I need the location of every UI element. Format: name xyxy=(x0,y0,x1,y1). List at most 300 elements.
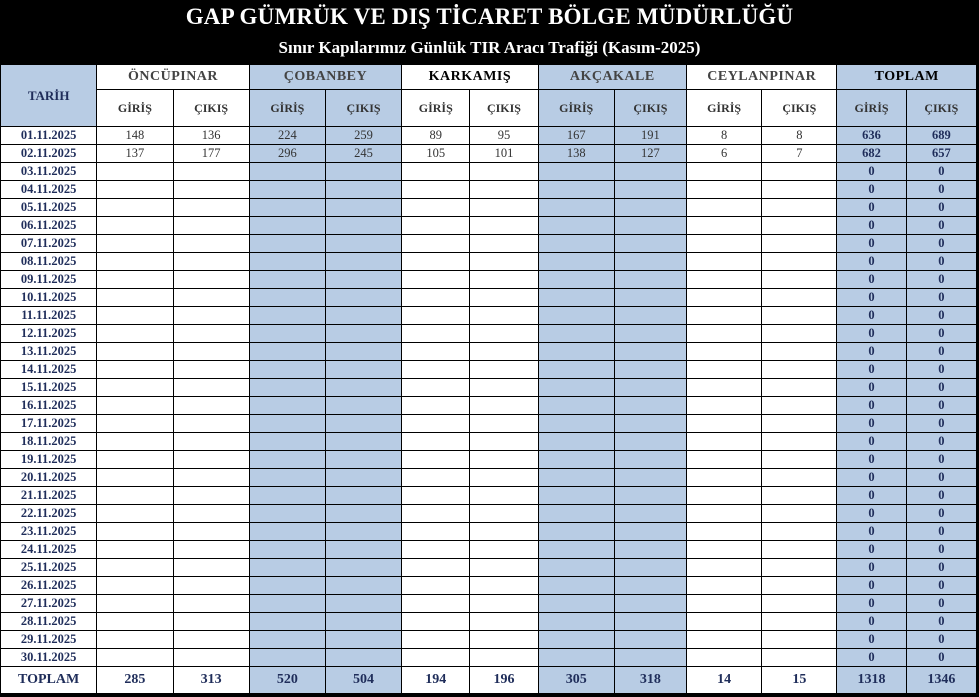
data-cell xyxy=(402,559,470,577)
row-total-cell: 0 xyxy=(837,451,906,469)
data-cell xyxy=(249,505,325,523)
table-row xyxy=(1,199,977,217)
row-total-cell: 0 xyxy=(837,613,906,631)
data-cell xyxy=(97,271,173,289)
row-total-cell: 0 xyxy=(906,469,976,487)
data-cell xyxy=(538,181,614,199)
data-cell xyxy=(402,325,470,343)
data-cell xyxy=(762,199,837,217)
row-total-cell: 0 xyxy=(837,163,906,181)
data-cell xyxy=(538,595,614,613)
data-cell xyxy=(325,397,401,415)
row-total-cell: 0 xyxy=(837,379,906,397)
data-cell xyxy=(97,163,173,181)
table-row xyxy=(1,505,977,523)
data-cell xyxy=(538,163,614,181)
data-cell xyxy=(687,325,762,343)
data-cell xyxy=(97,649,173,667)
table-row xyxy=(1,271,977,289)
row-date: 29.11.2025 xyxy=(1,631,97,649)
data-cell xyxy=(762,649,837,667)
data-cell xyxy=(325,343,401,361)
data-cell xyxy=(470,469,538,487)
data-cell xyxy=(97,613,173,631)
row-date: 16.11.2025 xyxy=(1,397,97,415)
data-cell xyxy=(470,343,538,361)
data-cell xyxy=(325,559,401,577)
data-cell xyxy=(97,181,173,199)
row-total-cell: 0 xyxy=(837,595,906,613)
table-row xyxy=(1,487,977,505)
row-total-cell: 0 xyxy=(906,325,976,343)
data-cell xyxy=(687,235,762,253)
data-cell xyxy=(402,451,470,469)
row-total-cell: 0 xyxy=(837,577,906,595)
data-cell: 137 xyxy=(97,145,173,163)
sub-header-in: GİRİŞ xyxy=(538,90,614,127)
data-cell xyxy=(762,487,837,505)
data-cell xyxy=(762,397,837,415)
data-cell xyxy=(402,181,470,199)
data-cell: 7 xyxy=(762,145,837,163)
row-date: 28.11.2025 xyxy=(1,613,97,631)
data-cell xyxy=(538,433,614,451)
row-total-cell: 0 xyxy=(906,343,976,361)
data-cell xyxy=(249,487,325,505)
data-cell xyxy=(614,487,686,505)
row-total-cell: 0 xyxy=(837,271,906,289)
data-cell xyxy=(470,361,538,379)
data-cell xyxy=(97,253,173,271)
data-cell xyxy=(538,199,614,217)
table-row xyxy=(1,163,977,181)
data-cell xyxy=(687,559,762,577)
data-cell xyxy=(687,631,762,649)
data-cell xyxy=(614,163,686,181)
data-cell xyxy=(687,343,762,361)
data-cell xyxy=(687,397,762,415)
data-cell xyxy=(402,379,470,397)
row-date: 20.11.2025 xyxy=(1,469,97,487)
data-cell xyxy=(402,649,470,667)
data-cell xyxy=(97,397,173,415)
direction-header-row xyxy=(1,90,977,127)
data-cell xyxy=(687,415,762,433)
data-cell xyxy=(687,487,762,505)
data-cell xyxy=(402,343,470,361)
gate-header-ceylanpinar: CEYLANPINAR xyxy=(687,65,837,90)
sub-header-out: ÇIKIŞ xyxy=(906,90,976,127)
data-cell xyxy=(173,289,249,307)
data-cell xyxy=(325,199,401,217)
data-cell xyxy=(538,289,614,307)
data-cell xyxy=(762,559,837,577)
data-cell xyxy=(249,271,325,289)
data-cell xyxy=(97,415,173,433)
row-total-cell: 657 xyxy=(906,145,976,163)
data-cell xyxy=(614,271,686,289)
data-cell xyxy=(538,631,614,649)
data-cell xyxy=(538,361,614,379)
total-cell: 504 xyxy=(325,667,401,694)
row-total-cell: 0 xyxy=(906,523,976,541)
data-cell: 95 xyxy=(470,127,538,145)
data-cell xyxy=(687,181,762,199)
data-cell xyxy=(470,577,538,595)
data-cell xyxy=(470,433,538,451)
data-cell: 8 xyxy=(762,127,837,145)
data-cell: 6 xyxy=(687,145,762,163)
row-total-cell: 0 xyxy=(906,595,976,613)
data-cell xyxy=(325,631,401,649)
data-cell xyxy=(402,487,470,505)
data-cell xyxy=(470,487,538,505)
row-total-cell: 0 xyxy=(837,253,906,271)
data-cell xyxy=(614,631,686,649)
data-cell xyxy=(687,541,762,559)
data-cell: 245 xyxy=(325,145,401,163)
data-cell xyxy=(538,325,614,343)
data-cell xyxy=(325,505,401,523)
table-row xyxy=(1,253,977,271)
gate-header-row xyxy=(1,65,977,90)
data-cell xyxy=(614,289,686,307)
row-total-cell: 0 xyxy=(837,199,906,217)
data-cell xyxy=(687,451,762,469)
data-cell xyxy=(249,199,325,217)
table-row xyxy=(1,217,977,235)
data-cell xyxy=(538,577,614,595)
data-cell xyxy=(97,595,173,613)
data-cell xyxy=(249,235,325,253)
data-cell xyxy=(325,253,401,271)
data-cell xyxy=(762,271,837,289)
data-cell xyxy=(614,505,686,523)
data-cell xyxy=(325,361,401,379)
data-cell xyxy=(614,523,686,541)
row-date: 22.11.2025 xyxy=(1,505,97,523)
data-cell xyxy=(249,379,325,397)
data-cell xyxy=(173,451,249,469)
data-cell xyxy=(470,523,538,541)
data-cell xyxy=(614,181,686,199)
data-cell xyxy=(470,595,538,613)
row-total-cell: 0 xyxy=(837,433,906,451)
data-cell xyxy=(325,271,401,289)
data-cell xyxy=(325,649,401,667)
table-row xyxy=(1,559,977,577)
data-cell xyxy=(762,505,837,523)
row-total-cell: 0 xyxy=(837,469,906,487)
data-cell xyxy=(470,451,538,469)
data-cell xyxy=(173,541,249,559)
row-date: 01.11.2025 xyxy=(1,127,97,145)
data-cell xyxy=(402,361,470,379)
data-cell xyxy=(173,433,249,451)
data-cell xyxy=(687,253,762,271)
sub-header-in: GİRİŞ xyxy=(837,90,906,127)
row-total-cell: 0 xyxy=(906,433,976,451)
total-cell: 14 xyxy=(687,667,762,694)
row-total-cell: 0 xyxy=(837,235,906,253)
row-date: 19.11.2025 xyxy=(1,451,97,469)
data-cell: 177 xyxy=(173,145,249,163)
table-row xyxy=(1,235,977,253)
row-date: 30.11.2025 xyxy=(1,649,97,667)
total-cell: 15 xyxy=(762,667,837,694)
row-date: 07.11.2025 xyxy=(1,235,97,253)
gate-header-akcakale: AKÇAKALE xyxy=(538,65,686,90)
data-cell xyxy=(325,325,401,343)
sub-header-in: GİRİŞ xyxy=(97,90,173,127)
total-cell: 1346 xyxy=(906,667,976,694)
data-cell xyxy=(97,307,173,325)
row-date: 04.11.2025 xyxy=(1,181,97,199)
data-cell xyxy=(325,451,401,469)
data-cell xyxy=(687,199,762,217)
total-cell: 313 xyxy=(173,667,249,694)
total-cell: 1318 xyxy=(837,667,906,694)
data-cell xyxy=(687,217,762,235)
data-cell xyxy=(538,523,614,541)
row-total-cell: 0 xyxy=(906,487,976,505)
row-total-cell: 0 xyxy=(837,181,906,199)
data-cell xyxy=(402,289,470,307)
row-total-cell: 0 xyxy=(906,613,976,631)
data-cell xyxy=(173,181,249,199)
row-total-cell: 0 xyxy=(906,199,976,217)
data-cell xyxy=(173,253,249,271)
row-date: 03.11.2025 xyxy=(1,163,97,181)
row-total-cell: 0 xyxy=(837,343,906,361)
data-cell xyxy=(325,379,401,397)
data-cell: 138 xyxy=(538,145,614,163)
sub-header-in: GİRİŞ xyxy=(687,90,762,127)
data-cell: 167 xyxy=(538,127,614,145)
data-cell xyxy=(762,325,837,343)
sub-header-out: ÇIKIŞ xyxy=(173,90,249,127)
row-total-cell: 0 xyxy=(837,289,906,307)
table-row xyxy=(1,343,977,361)
data-cell xyxy=(762,181,837,199)
row-date: 26.11.2025 xyxy=(1,577,97,595)
sub-header-in: GİRİŞ xyxy=(402,90,470,127)
data-cell xyxy=(614,595,686,613)
data-cell xyxy=(402,199,470,217)
row-total-cell: 0 xyxy=(837,217,906,235)
data-cell xyxy=(173,325,249,343)
data-cell xyxy=(173,415,249,433)
data-cell xyxy=(762,307,837,325)
row-total-cell: 0 xyxy=(906,217,976,235)
row-date: 02.11.2025 xyxy=(1,145,97,163)
row-total-cell: 0 xyxy=(906,163,976,181)
table-row xyxy=(1,289,977,307)
row-total-cell: 0 xyxy=(837,523,906,541)
data-cell xyxy=(402,595,470,613)
row-date: 15.11.2025 xyxy=(1,379,97,397)
data-cell xyxy=(762,163,837,181)
data-cell xyxy=(687,613,762,631)
total-cell: 520 xyxy=(249,667,325,694)
row-total-cell: 0 xyxy=(906,451,976,469)
data-cell xyxy=(538,271,614,289)
gate-header-karkamis: KARKAMIŞ xyxy=(402,65,538,90)
row-date: 12.11.2025 xyxy=(1,325,97,343)
data-cell xyxy=(249,523,325,541)
data-cell xyxy=(173,595,249,613)
data-cell: 89 xyxy=(402,127,470,145)
data-cell xyxy=(97,289,173,307)
data-cell xyxy=(249,289,325,307)
data-cell xyxy=(97,523,173,541)
row-total-cell: 0 xyxy=(906,307,976,325)
row-total-cell: 0 xyxy=(837,487,906,505)
data-cell xyxy=(538,451,614,469)
data-cell xyxy=(470,631,538,649)
data-cell xyxy=(325,217,401,235)
data-cell xyxy=(538,613,614,631)
row-total-cell: 0 xyxy=(906,505,976,523)
data-cell xyxy=(614,577,686,595)
row-total-cell: 0 xyxy=(837,325,906,343)
data-cell xyxy=(402,271,470,289)
data-cell xyxy=(249,307,325,325)
data-cell xyxy=(402,253,470,271)
data-cell xyxy=(402,541,470,559)
data-cell xyxy=(97,325,173,343)
data-cell xyxy=(402,523,470,541)
table-row xyxy=(1,433,977,451)
row-total-cell: 0 xyxy=(906,181,976,199)
total-cell: 285 xyxy=(97,667,173,694)
data-cell xyxy=(402,235,470,253)
data-cell xyxy=(249,163,325,181)
data-cell xyxy=(97,541,173,559)
data-cell: 136 xyxy=(173,127,249,145)
data-cell xyxy=(762,595,837,613)
data-cell xyxy=(762,361,837,379)
data-cell xyxy=(470,199,538,217)
data-cell xyxy=(249,433,325,451)
row-date: 11.11.2025 xyxy=(1,307,97,325)
table-row xyxy=(1,469,977,487)
data-cell xyxy=(687,469,762,487)
total-cell: 318 xyxy=(614,667,686,694)
data-cell xyxy=(249,181,325,199)
totals-row xyxy=(1,667,977,694)
data-cell xyxy=(249,469,325,487)
data-cell xyxy=(173,523,249,541)
data-cell xyxy=(97,631,173,649)
data-cell xyxy=(538,343,614,361)
data-cell xyxy=(614,433,686,451)
data-cell xyxy=(97,505,173,523)
data-cell xyxy=(325,613,401,631)
data-cell xyxy=(687,595,762,613)
data-cell xyxy=(325,487,401,505)
row-date: 06.11.2025 xyxy=(1,217,97,235)
row-total-cell: 0 xyxy=(837,415,906,433)
data-cell xyxy=(762,289,837,307)
row-total-cell: 0 xyxy=(906,541,976,559)
data-cell xyxy=(173,649,249,667)
data-cell xyxy=(687,433,762,451)
data-cell xyxy=(97,559,173,577)
data-cell xyxy=(614,217,686,235)
row-total-cell: 0 xyxy=(837,631,906,649)
data-cell xyxy=(470,649,538,667)
data-cell xyxy=(173,379,249,397)
row-date: 21.11.2025 xyxy=(1,487,97,505)
table-row xyxy=(1,595,977,613)
data-cell xyxy=(614,649,686,667)
data-cell xyxy=(538,415,614,433)
row-total-cell: 0 xyxy=(906,559,976,577)
data-cell xyxy=(614,253,686,271)
data-cell xyxy=(614,325,686,343)
data-cell xyxy=(762,379,837,397)
row-date: 17.11.2025 xyxy=(1,415,97,433)
data-cell xyxy=(614,307,686,325)
row-total-cell: 0 xyxy=(837,397,906,415)
report-title: GAP GÜMRÜK VE DIŞ TİCARET BÖLGE MÜDÜRLÜĞÜ xyxy=(185,4,794,29)
data-cell: 101 xyxy=(470,145,538,163)
data-cell xyxy=(325,577,401,595)
data-cell xyxy=(173,469,249,487)
data-cell xyxy=(762,415,837,433)
data-cell xyxy=(538,649,614,667)
data-cell xyxy=(538,469,614,487)
data-cell xyxy=(762,541,837,559)
data-cell xyxy=(173,505,249,523)
data-cell xyxy=(470,253,538,271)
data-cell xyxy=(538,541,614,559)
data-cell xyxy=(249,577,325,595)
data-cell xyxy=(249,451,325,469)
row-date: 27.11.2025 xyxy=(1,595,97,613)
table-row xyxy=(1,181,977,199)
row-total-cell: 0 xyxy=(906,361,976,379)
data-cell xyxy=(173,217,249,235)
data-cell xyxy=(325,235,401,253)
data-cell xyxy=(325,415,401,433)
row-date: 18.11.2025 xyxy=(1,433,97,451)
data-cell xyxy=(470,415,538,433)
data-cell xyxy=(173,631,249,649)
data-cell xyxy=(173,613,249,631)
data-cell xyxy=(249,415,325,433)
data-cell xyxy=(614,235,686,253)
total-cell: 196 xyxy=(470,667,538,694)
data-cell xyxy=(538,397,614,415)
row-total-cell: 689 xyxy=(906,127,976,145)
total-cell: 194 xyxy=(402,667,470,694)
sub-header-in: GİRİŞ xyxy=(249,90,325,127)
data-cell xyxy=(762,451,837,469)
data-cell: 127 xyxy=(614,145,686,163)
row-total-cell: 0 xyxy=(837,649,906,667)
data-cell xyxy=(402,505,470,523)
data-cell xyxy=(249,217,325,235)
table-row xyxy=(1,145,977,163)
data-cell xyxy=(402,613,470,631)
data-cell xyxy=(470,289,538,307)
data-cell xyxy=(402,163,470,181)
data-cell xyxy=(402,415,470,433)
data-cell xyxy=(687,163,762,181)
data-cell xyxy=(325,595,401,613)
